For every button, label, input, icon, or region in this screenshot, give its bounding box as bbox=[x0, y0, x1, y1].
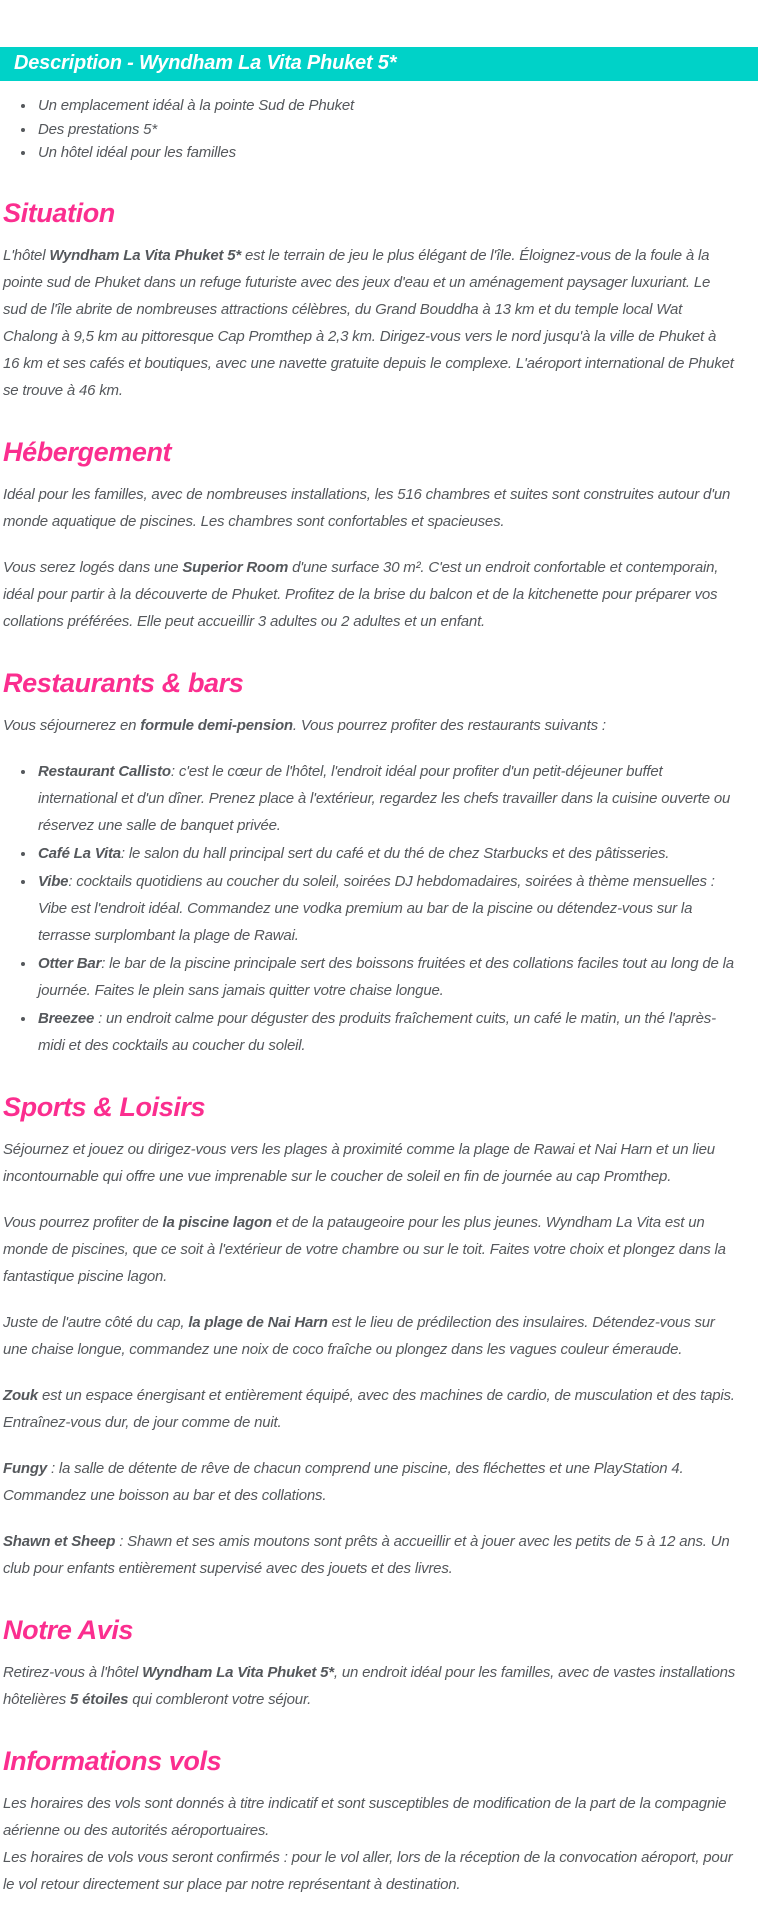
description-header-bar bbox=[0, 47, 758, 81]
bold-text: Wyndham La Vita Phuket 5* bbox=[142, 1663, 334, 1681]
section-informations-vols bbox=[3, 1746, 736, 1898]
paragraph bbox=[3, 1790, 736, 1844]
paragraph bbox=[3, 712, 736, 739]
text: . Vous pourrez profiter des restaurants suivants : bbox=[292, 716, 606, 734]
paragraph bbox=[3, 481, 736, 535]
bold-text: Superior Room bbox=[182, 558, 289, 576]
text: Retirez-vous à l'hôtel bbox=[3, 1663, 143, 1681]
bold-text: Otter Bar bbox=[38, 954, 102, 972]
text: : un endroit calme pour déguster des produits fraîchement cuits, un café le matin, un thé l'après-midi et des cocktails au coucher du soleil. bbox=[38, 1009, 716, 1054]
bold-text: formule demi-pension bbox=[140, 716, 293, 734]
section-heading-avis: Notre Avis bbox=[3, 1614, 134, 1645]
description-content bbox=[0, 94, 758, 1928]
text: Juste de l'autre côté du cap, bbox=[3, 1313, 189, 1331]
text: et de la pataugeoire pour les plus jeunes. Wyndham La Vita est un monde de piscines, que ce soit à l'extérieur de votre chambre ou sur le toit. Faites votre choix et plongez dans la fantastique piscine lagon. bbox=[3, 1213, 726, 1285]
bold-text: la piscine lagon bbox=[162, 1213, 272, 1231]
paragraph bbox=[3, 1136, 736, 1190]
text: d'une surface 30 m². C'est un endroit confortable et contemporain, idéal pour partir à la découverte de Phuket. Profitez de la brise du balcon et de la kitchenette pour préparer vos collations préférées. Elle peut accueillir 3 adultes ou 2 adultes et un enfant. bbox=[3, 558, 719, 630]
section-heading-hebergement: Hébergement bbox=[3, 436, 172, 467]
paragraph bbox=[3, 554, 736, 635]
section-heading-restaurants: Restaurants & bars bbox=[3, 667, 244, 698]
restaurant-item bbox=[36, 950, 736, 1004]
text: : c'est le cœur de l'hôtel, l'endroit idéal pour profiter d'un petit-déjeuner buffet international et d'un dîner. Prenez place à l'extérieur, regardez les chefs travailler dans la cuisine ouverte ou réservez une salle de banquet privée. bbox=[38, 762, 731, 834]
text: Les horaires de vols vous seront confirmés : pour le vol aller, lors de la réception de la convocation aéroport, pour le vol retour directement sur place par notre représentant à destination. bbox=[3, 1848, 733, 1893]
restaurant-item bbox=[36, 1005, 736, 1059]
restaurant-item bbox=[36, 868, 736, 949]
bold-text: Restaurant Callisto bbox=[38, 762, 171, 780]
text: : le bar de la piscine principale sert des boissons fruitées et des collations faciles tout au long de la journée. Faites le plein sans jamais quitter votre chaise longue. bbox=[38, 954, 734, 999]
bold-text: Breezee bbox=[38, 1009, 95, 1027]
text: L'hôtel bbox=[3, 246, 50, 264]
section-hebergement bbox=[3, 437, 736, 635]
text: Séjournez et jouez ou dirigez-vous vers les plages à proximité comme la plage de Rawai et Nai Harn et un lieu incontournable qui offre une vue imprenable sur le coucher de soleil en fin de journée au cap Promthep. bbox=[3, 1140, 715, 1185]
text: Vous pourrez profiter de bbox=[3, 1213, 163, 1231]
section-heading-sports: Sports & Loisirs bbox=[3, 1091, 206, 1122]
text: Vous serez logés dans une bbox=[3, 558, 183, 576]
page-title: Description - Wyndham La Vita Phuket 5* bbox=[14, 52, 397, 74]
text: : le salon du hall principal sert du café et du thé de chez Starbucks et des pâtisseries. bbox=[120, 844, 670, 862]
bold-text: Shawn et Sheep bbox=[3, 1532, 116, 1550]
text: : la salle de détente de rêve de chacun comprend une piscine, des fléchettes et une PlayStation 4. Commandez une boisson au bar et des collations. bbox=[3, 1459, 684, 1504]
paragraph bbox=[3, 1382, 736, 1436]
paragraph bbox=[3, 1309, 736, 1363]
text: qui combleront votre séjour. bbox=[128, 1690, 312, 1708]
bold-text: Café La Vita bbox=[38, 844, 121, 862]
text: est le lieu de prédilection des insulaires. Détendez-vous sur une chaise longue, commandez une noix de coco fraîche ou plongez dans les vagues couleur émeraude. bbox=[3, 1313, 715, 1358]
section-heading-situation: Situation bbox=[3, 197, 115, 228]
text: Idéal pour les familles, avec de nombreuses installations, les 516 chambres et suites sont construites autour d'un monde aquatique de piscines. Les chambres sont confortables et spacieuses. bbox=[3, 485, 731, 530]
section-heading-vols: Informations vols bbox=[3, 1745, 222, 1776]
text: Vous séjournerez en bbox=[3, 716, 141, 734]
paragraph bbox=[3, 1844, 736, 1898]
bold-text: 5 étoiles bbox=[70, 1690, 129, 1708]
restaurant-item bbox=[36, 840, 736, 867]
paragraph bbox=[3, 1209, 736, 1290]
restaurant-item bbox=[36, 758, 736, 839]
paragraph bbox=[3, 1455, 736, 1509]
intro-highlights-list bbox=[3, 94, 736, 165]
text: est le terrain de jeu le plus élégant de l'île. Éloignez-vous de la foule à la pointe sud de Phuket dans un refuge futuriste avec des jeux d'eau et un aménagement paysager luxuriant. Le sud de l'île abrite de nombreuses attractions célèbres, du Grand Bouddha à 13 km et du temple local Wat Chalong à 9,5 km au pittoresque Cap Promthep à 2,3 km. Dirigez-vous vers le nord jusqu'à la ville de Phuket à 16 km et ses cafés et boutiques, avec une navette gratuite depuis le complexe. L'aéroport international de Phuket se trouve à 46 km. bbox=[3, 246, 734, 399]
text: : cocktails quotidiens au coucher du soleil, soirées DJ hebdomadaires, soirées à thème mensuelles : Vibe est l'endroit idéal. Commandez une vodka premium au bar de la piscine ou détendez-vous sur la terrasse surplombant la plage de Rawai. bbox=[38, 872, 715, 944]
intro-highlight-item: • Un emplacement idéal à la pointe Sud de Phuket bbox=[36, 94, 736, 118]
text: : Shawn et ses amis moutons sont prêts à accueillir et à jouer avec les petits de 5 à 12 ans. Un club pour enfants entièrement supervisé avec des jouets et des livres. bbox=[3, 1532, 730, 1577]
restaurants-list bbox=[3, 758, 736, 1059]
bold-text: la plage de Nai Harn bbox=[188, 1313, 328, 1331]
bold-text: Fungy bbox=[3, 1459, 47, 1477]
text: est un espace énergisant et entièrement équipé, avec des machines de cardio, de musculation et des tapis. Entraînez-vous dur, de jour comme de nuit. bbox=[3, 1386, 735, 1431]
paragraph bbox=[3, 1659, 736, 1713]
intro-highlight-item: • Des prestations 5* bbox=[36, 118, 736, 142]
text: Les horaires des vols sont donnés à titre indicatif et sont susceptibles de modification de la part de la compagnie aérienne ou des autorités aéroportuaires. bbox=[3, 1794, 727, 1839]
paragraph bbox=[3, 1528, 736, 1582]
paragraph bbox=[3, 242, 736, 404]
section-notre-avis bbox=[3, 1615, 736, 1713]
bold-text: Wyndham La Vita Phuket 5* bbox=[49, 246, 242, 264]
intro-highlight-item: • Un hôtel idéal pour les familles bbox=[36, 141, 736, 165]
bold-text: Vibe bbox=[38, 872, 69, 890]
text: , un endroit idéal pour les familles, avec de vastes installations hôtelières bbox=[3, 1663, 736, 1708]
section-situation bbox=[3, 198, 736, 404]
section-sports-loisirs bbox=[3, 1092, 736, 1582]
bold-text: Zouk bbox=[3, 1386, 39, 1404]
section-restaurants-bars bbox=[3, 668, 736, 1059]
